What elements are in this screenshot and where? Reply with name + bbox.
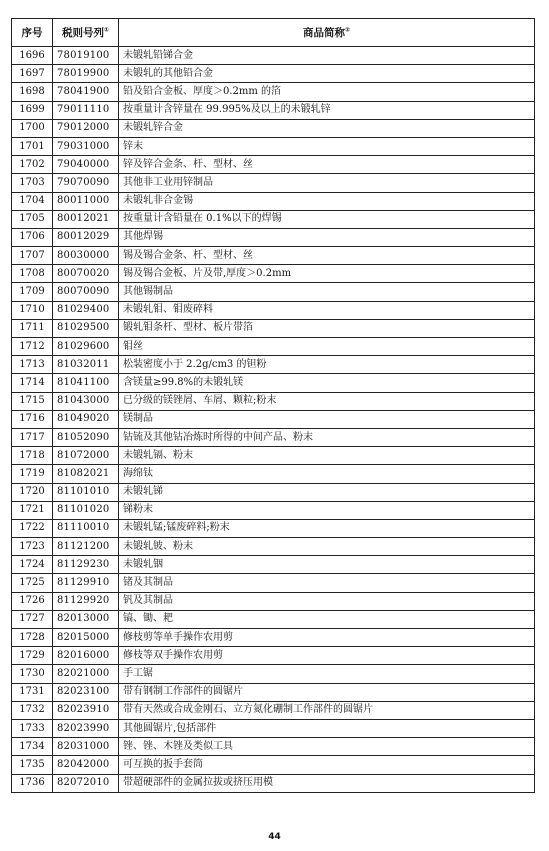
code-cell: 81032011	[53, 356, 119, 374]
code-cell: 82023990	[53, 719, 119, 737]
code-cell: 81121200	[53, 538, 119, 556]
table-row	[12, 683, 535, 701]
name-cell: 带超硬部件的金属拉拔或挤压用模	[119, 774, 535, 792]
name-cell: 松装密度小于 2.2g/cm3 的钽粉	[119, 356, 535, 374]
seq-cell: 1717	[12, 428, 53, 446]
code-cell: 82072010	[53, 774, 119, 792]
code-cell: 79040000	[53, 156, 119, 174]
seq-cell: 1705	[12, 210, 53, 228]
table-row	[12, 665, 535, 683]
seq-cell: 1733	[12, 719, 53, 737]
seq-cell: 1704	[12, 192, 53, 210]
name-cell: 按重量计含铅量在 0.1%以下的焊锡	[119, 210, 535, 228]
seq-cell: 1706	[12, 228, 53, 246]
seq-cell: 1723	[12, 538, 53, 556]
table-row	[12, 319, 535, 337]
code-cell: 81129910	[53, 574, 119, 592]
name-cell: 未锻轧锑	[119, 483, 535, 501]
seq-cell: 1728	[12, 629, 53, 647]
code-cell: 81129230	[53, 556, 119, 574]
code-cell: 82031000	[53, 738, 119, 756]
name-cell: 未锻轧非合金锡	[119, 192, 535, 210]
name-cell: 带有天然或合成金刚石、立方氮化硼制工作部件的圆锯片	[119, 701, 535, 719]
table-row	[12, 719, 535, 737]
header-name	[119, 19, 535, 47]
name-cell: 锌及锌合金条、杆、型材、丝	[119, 156, 535, 174]
name-cell: 修枝等双手操作农用剪	[119, 647, 535, 665]
code-cell: 80012021	[53, 210, 119, 228]
name-cell: 锉、锉、木锉及类似工具	[119, 738, 535, 756]
name-cell: 未锻轧锌合金	[119, 119, 535, 137]
name-cell: 锗及其制品	[119, 574, 535, 592]
seq-cell: 1722	[12, 519, 53, 537]
name-cell: 钒及其制品	[119, 592, 535, 610]
table-row	[12, 174, 535, 192]
table-row	[12, 210, 535, 228]
seq-cell: 1696	[12, 47, 53, 65]
code-cell: 78041900	[53, 83, 119, 101]
code-cell: 81129920	[53, 592, 119, 610]
table-row	[12, 447, 535, 465]
code-cell: 81049020	[53, 410, 119, 428]
seq-cell: 1702	[12, 156, 53, 174]
code-cell: 79012000	[53, 119, 119, 137]
name-cell: 钼丝	[119, 338, 535, 356]
header-name-footnote: ②	[344, 26, 351, 34]
header-code-footnote: ①	[103, 26, 110, 34]
code-cell: 78019100	[53, 47, 119, 65]
table-row	[12, 519, 535, 537]
seq-cell: 1710	[12, 301, 53, 319]
table-row	[12, 137, 535, 155]
code-cell: 80012029	[53, 228, 119, 246]
seq-cell: 1713	[12, 356, 53, 374]
seq-cell: 1712	[12, 338, 53, 356]
seq-cell: 1725	[12, 574, 53, 592]
name-cell: 按重量计含锌量在 99.995%及以上的未锻轧锌	[119, 101, 535, 119]
table-row	[12, 483, 535, 501]
table-row	[12, 629, 535, 647]
name-cell: 镁制品	[119, 410, 535, 428]
seq-cell: 1731	[12, 683, 53, 701]
seq-cell: 1698	[12, 83, 53, 101]
seq-cell: 1736	[12, 774, 53, 792]
header-row	[12, 19, 535, 47]
page-number: 44	[268, 832, 281, 842]
seq-cell: 1711	[12, 319, 53, 337]
table-row	[12, 774, 535, 792]
seq-cell: 1727	[12, 610, 53, 628]
seq-cell: 1719	[12, 465, 53, 483]
name-cell: 带有钢制工作部件的圆锯片	[119, 683, 535, 701]
code-cell: 82021000	[53, 665, 119, 683]
table-row	[12, 501, 535, 519]
seq-cell: 1703	[12, 174, 53, 192]
seq-cell: 1714	[12, 374, 53, 392]
name-cell: 未锻轧钼、钼废碎料	[119, 301, 535, 319]
table-row	[12, 738, 535, 756]
code-cell: 81101010	[53, 483, 119, 501]
name-cell: 含镁量≥99.8%的未锻轧镁	[119, 374, 535, 392]
table-row	[12, 338, 535, 356]
header-seq	[12, 19, 53, 47]
code-cell: 81101020	[53, 501, 119, 519]
seq-cell: 1709	[12, 283, 53, 301]
header-code	[53, 19, 119, 47]
name-cell: 锡及锡合金条、杆、型材、丝	[119, 247, 535, 265]
name-cell: 其他非工业用锌制品	[119, 174, 535, 192]
code-cell: 81082021	[53, 465, 119, 483]
table-row	[12, 247, 535, 265]
header-name-label: 商品简称	[302, 27, 345, 39]
code-cell: 80011000	[53, 192, 119, 210]
table-row	[12, 592, 535, 610]
table-row	[12, 83, 535, 101]
code-cell: 82042000	[53, 756, 119, 774]
seq-cell: 1735	[12, 756, 53, 774]
table-row	[12, 538, 535, 556]
table-row	[12, 428, 535, 446]
name-cell: 其他焊锡	[119, 228, 535, 246]
name-cell: 未锻轧的其他铅合金	[119, 65, 535, 83]
code-cell: 81029500	[53, 319, 119, 337]
name-cell: 锑粉末	[119, 501, 535, 519]
name-cell: 锡及锡合金板、片及带,厚度＞0.2mm	[119, 265, 535, 283]
code-cell: 81029600	[53, 338, 119, 356]
code-cell: 78019900	[53, 65, 119, 83]
table-header	[12, 19, 535, 47]
seq-cell: 1708	[12, 265, 53, 283]
table-row	[12, 610, 535, 628]
seq-cell: 1734	[12, 738, 53, 756]
header-code-label: 税则号列	[61, 27, 104, 39]
seq-cell: 1730	[12, 665, 53, 683]
table-row	[12, 356, 535, 374]
code-cell: 81029400	[53, 301, 119, 319]
table-row	[12, 465, 535, 483]
code-cell: 82016000	[53, 647, 119, 665]
header-seq-label: 序号	[21, 27, 43, 39]
code-cell: 81110010	[53, 519, 119, 537]
code-cell: 81052090	[53, 428, 119, 446]
tariff-table	[11, 18, 535, 793]
name-cell: 修枝剪等单手操作农用剪	[119, 629, 535, 647]
table-row	[12, 156, 535, 174]
name-cell: 可互换的扳手套筒	[119, 756, 535, 774]
code-cell: 80070090	[53, 283, 119, 301]
table-row	[12, 228, 535, 246]
code-cell: 81041100	[53, 374, 119, 392]
code-cell: 82015000	[53, 629, 119, 647]
table-row	[12, 47, 535, 65]
code-cell: 79031000	[53, 137, 119, 155]
name-cell: 未锻轧铟	[119, 556, 535, 574]
table-body	[12, 47, 535, 793]
code-cell: 80030000	[53, 247, 119, 265]
code-cell: 82023100	[53, 683, 119, 701]
table-row	[12, 392, 535, 410]
name-cell: 其他圆锯片,包括部件	[119, 719, 535, 737]
table-row	[12, 647, 535, 665]
seq-cell: 1724	[12, 556, 53, 574]
table-row	[12, 374, 535, 392]
seq-cell: 1716	[12, 410, 53, 428]
table-row	[12, 65, 535, 83]
seq-cell: 1726	[12, 592, 53, 610]
table-row	[12, 301, 535, 319]
code-cell: 82023910	[53, 701, 119, 719]
name-cell: 手工锯	[119, 665, 535, 683]
table-row	[12, 119, 535, 137]
name-cell: 未锻轧镉、粉末	[119, 447, 535, 465]
code-cell: 79070090	[53, 174, 119, 192]
name-cell: 其他锡制品	[119, 283, 535, 301]
seq-cell: 1720	[12, 483, 53, 501]
code-cell: 79011110	[53, 101, 119, 119]
name-cell: 未锻轧铍、粉末	[119, 538, 535, 556]
seq-cell: 1718	[12, 447, 53, 465]
table-row	[12, 265, 535, 283]
code-cell: 80070020	[53, 265, 119, 283]
seq-cell: 1699	[12, 101, 53, 119]
seq-cell: 1701	[12, 137, 53, 155]
code-cell: 81072000	[53, 447, 119, 465]
table-row	[12, 701, 535, 719]
name-cell: 锻轧钼条杆、型材、板片带箔	[119, 319, 535, 337]
seq-cell: 1732	[12, 701, 53, 719]
name-cell: 镐、锄、耙	[119, 610, 535, 628]
name-cell: 海绵钛	[119, 465, 535, 483]
table-row	[12, 574, 535, 592]
name-cell: 钴锍及其他钴冶炼时所得的中间产品、粉末	[119, 428, 535, 446]
seq-cell: 1697	[12, 65, 53, 83]
table-row	[12, 410, 535, 428]
seq-cell: 1721	[12, 501, 53, 519]
seq-cell: 1700	[12, 119, 53, 137]
code-cell: 82013000	[53, 610, 119, 628]
name-cell: 已分级的镁锉屑、车屑、颗粒;粉末	[119, 392, 535, 410]
seq-cell: 1729	[12, 647, 53, 665]
code-cell: 81043000	[53, 392, 119, 410]
table-row	[12, 283, 535, 301]
name-cell: 未锻轧铅锑合金	[119, 47, 535, 65]
name-cell: 未锻轧锰;锰废碎料;粉末	[119, 519, 535, 537]
name-cell: 锌末	[119, 137, 535, 155]
table-row	[12, 556, 535, 574]
table-row	[12, 101, 535, 119]
table-row	[12, 756, 535, 774]
seq-cell: 1707	[12, 247, 53, 265]
seq-cell: 1715	[12, 392, 53, 410]
table-row	[12, 192, 535, 210]
name-cell: 铅及铅合金板、厚度＞0.2mm 的箔	[119, 83, 535, 101]
